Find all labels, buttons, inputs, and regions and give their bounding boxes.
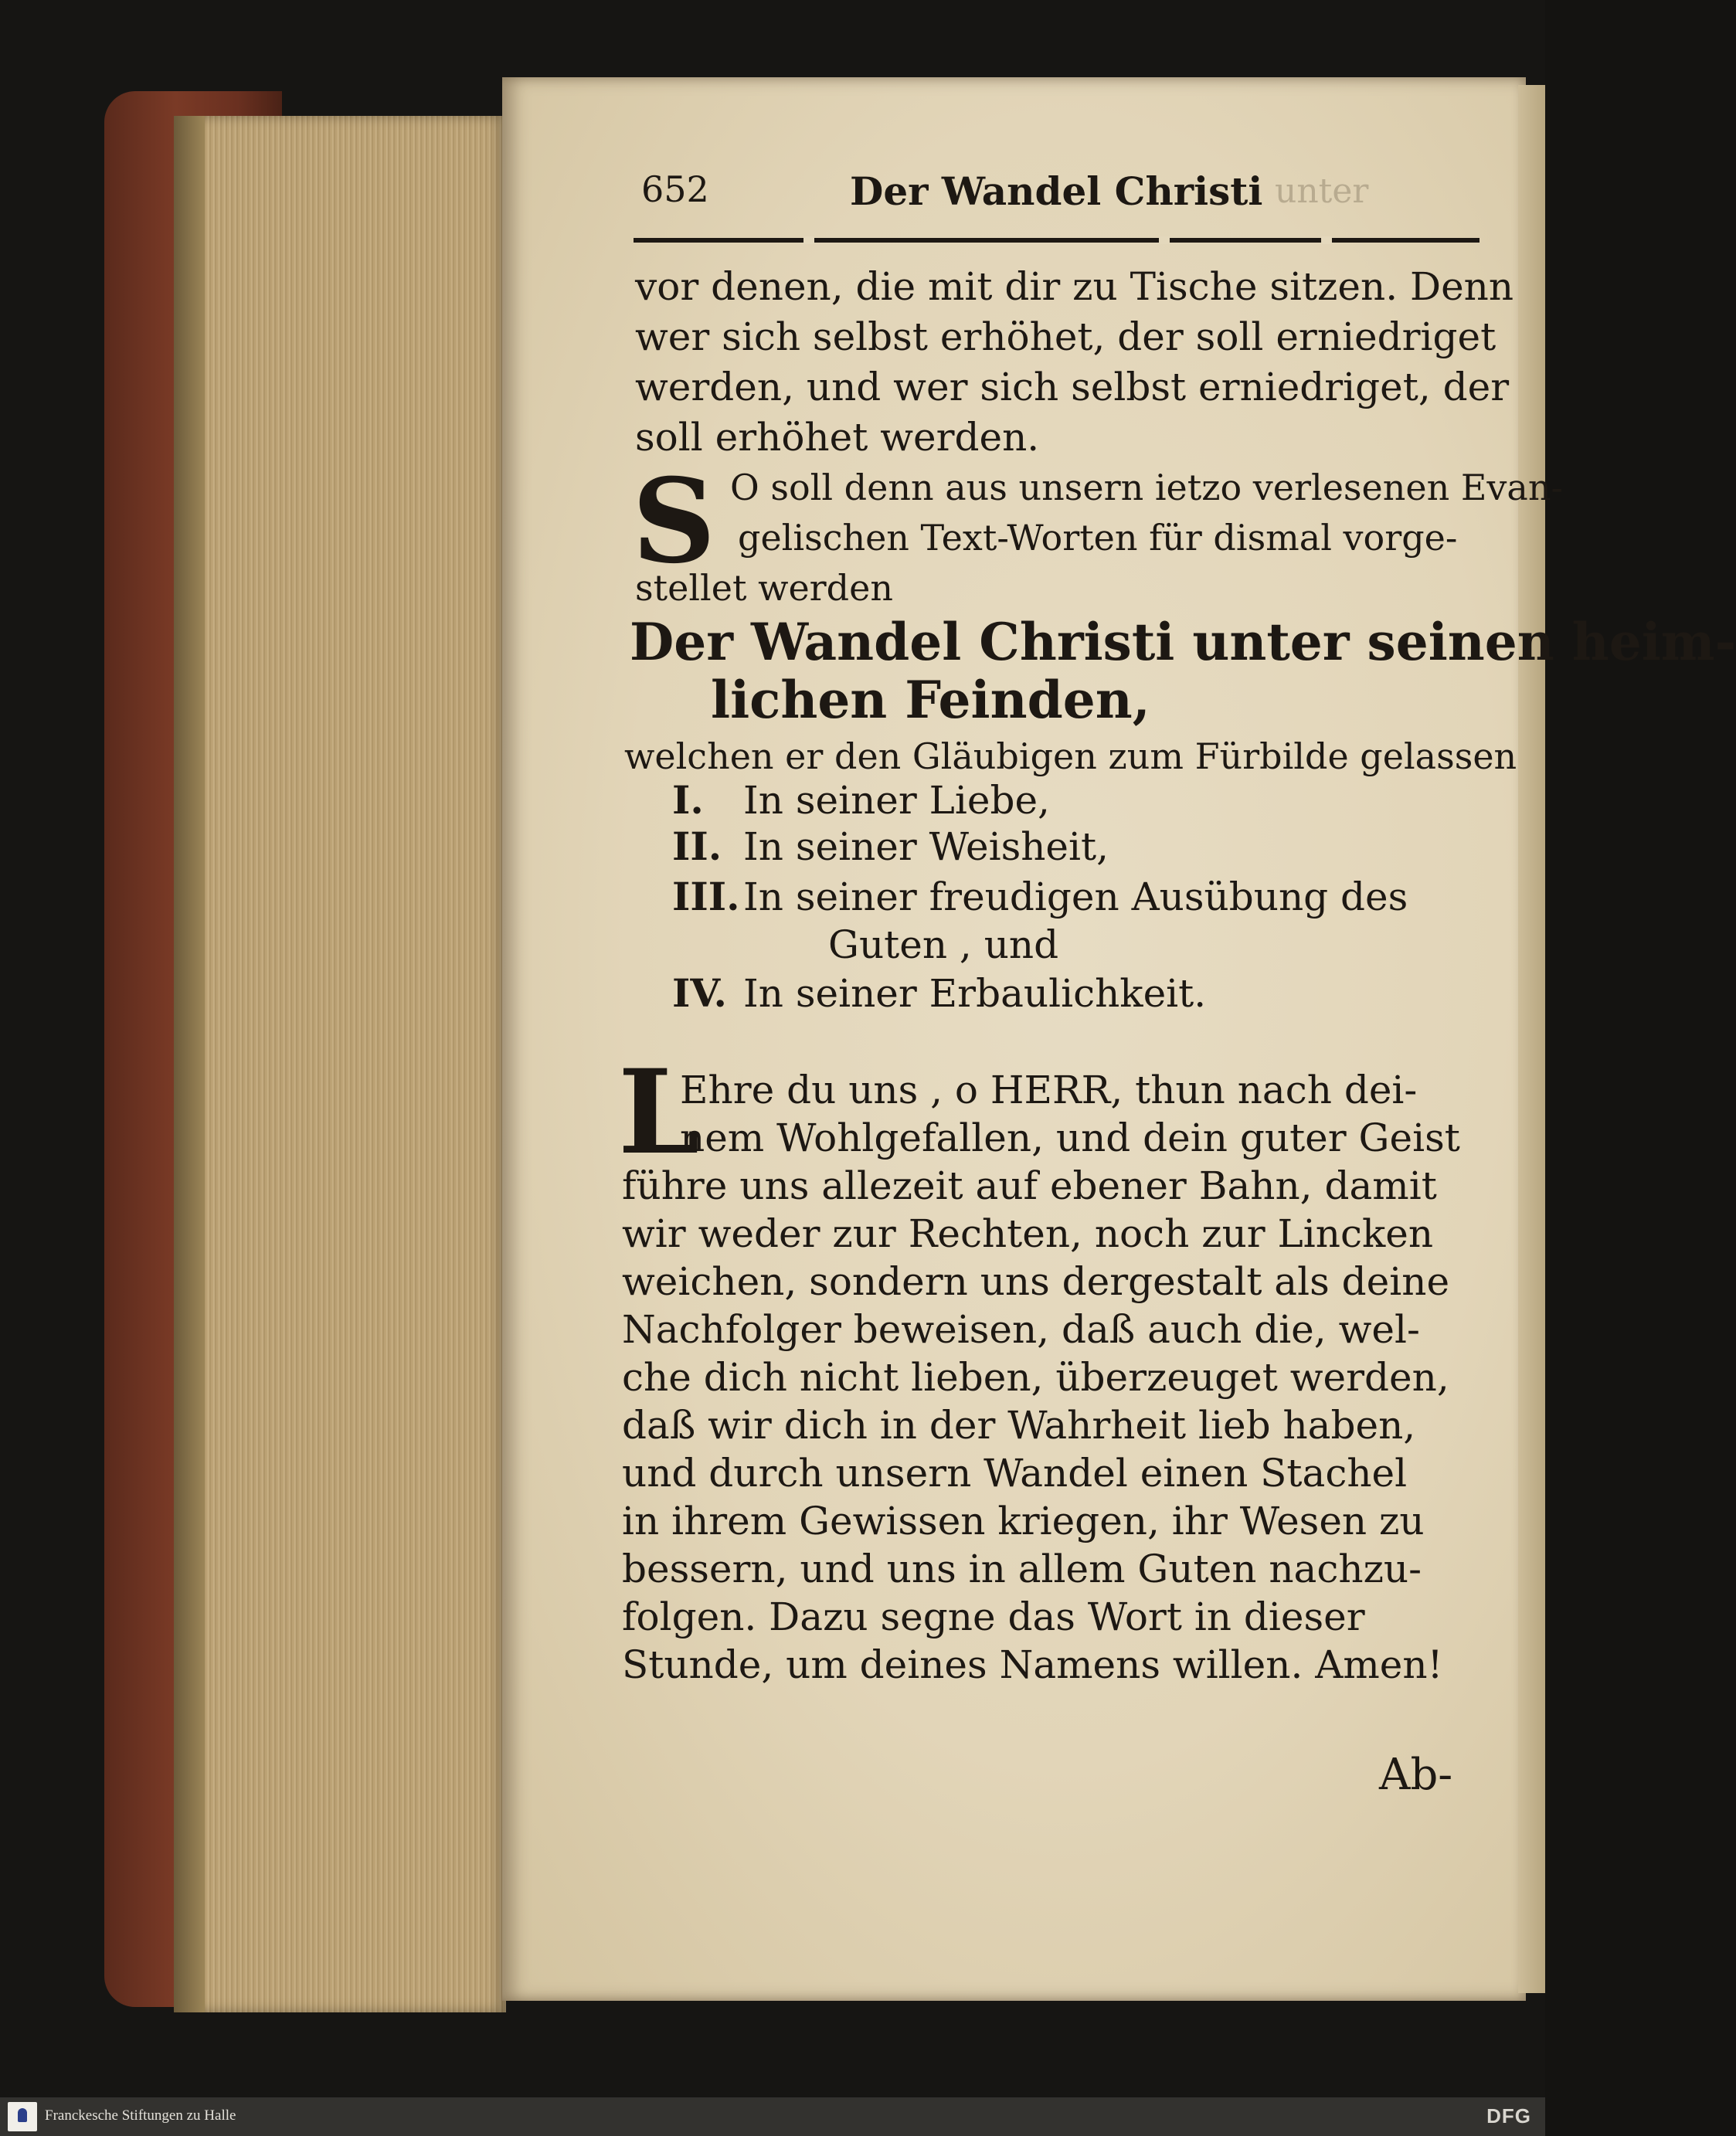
prayer-line: führe uns allezeit auf ebener Bahn, damit <box>622 1163 1437 1208</box>
part-numeral: IV. <box>672 970 727 1016</box>
text-line: stellet werden <box>635 567 893 609</box>
page-right-edge <box>1518 85 1545 1993</box>
dfg-logo: DFG <box>1486 2104 1531 2128</box>
header-rule <box>634 238 1480 243</box>
sermon-part <box>672 970 1206 1017</box>
text-line: werden, und wer sich selbst erniedriget, der <box>635 365 1510 409</box>
text-line: O soll denn aus unsern ietzo verlesenen Evan- <box>730 467 1564 508</box>
rule-gap <box>1159 236 1170 244</box>
theme-subtitle: welchen er den Gläubigen zum Fürbilde gelassen <box>624 735 1517 777</box>
text-line: vor denen, die mit dir zu Tische sitzen. Denn <box>635 264 1514 309</box>
drop-capital: S <box>632 453 716 589</box>
running-title: Der Wandel Christi <box>850 168 1263 214</box>
prayer-line: folgen. Dazu segne das Wort in dieser <box>622 1594 1365 1639</box>
sermon-theme: Der Wandel Christi unter seinen heim- <box>630 612 1736 672</box>
sermon-part-continued <box>828 921 1058 969</box>
prayer-line: und durch unsern Wandel einen Stachel <box>622 1451 1408 1496</box>
page-number: 652 <box>641 168 709 210</box>
drop-capital: L <box>618 1044 700 1180</box>
part-text: In seiner Weisheit, <box>743 824 1109 869</box>
page-block-shadow <box>174 116 205 2012</box>
part-numeral: II. <box>672 823 722 869</box>
sermon-part <box>672 873 1408 921</box>
prayer-line: weichen, sondern uns dergestalt als deine <box>622 1259 1450 1304</box>
rule-gap <box>1321 236 1332 244</box>
sermon-part <box>672 823 1109 871</box>
sermon-theme: lichen Feinden, <box>711 670 1150 730</box>
part-text: Guten , und <box>828 922 1059 967</box>
prayer-line: che dich nicht lieben, überzeuget werden, <box>622 1355 1449 1400</box>
institution-logo-icon <box>8 2102 37 2131</box>
rule-gap <box>803 236 814 244</box>
bleed-through-text: unter <box>1275 171 1369 211</box>
prayer-line: wir weder zur Rechten, noch zur Lincken <box>622 1211 1434 1256</box>
part-text: In seiner Liebe, <box>743 778 1050 823</box>
institution-name: Franckesche Stiftungen zu Halle <box>45 2107 236 2124</box>
text-line: wer sich selbst erhöhet, der soll erniedriget <box>635 314 1496 359</box>
page-block-edge <box>174 116 506 2012</box>
catchword: Ab- <box>1379 1750 1453 1800</box>
prayer-line: Ehre du uns , o HERR, thun nach dei- <box>680 1068 1418 1112</box>
part-text: In seiner Erbaulichkeit. <box>743 971 1207 1016</box>
prayer-line: nem Wohlgefallen, und dein guter Geist <box>680 1116 1460 1160</box>
prayer-line: in ihrem Gewissen kriegen, ihr Wesen zu <box>622 1499 1425 1543</box>
text-line: soll erhöhet werden. <box>635 415 1040 460</box>
prayer-line: daß wir dich in der Wahrheit lieb haben, <box>622 1403 1416 1448</box>
prayer-line: bessern, und uns in allem Guten nachzu- <box>622 1547 1422 1591</box>
prayer-line: Stunde, um deines Namens willen. Amen! <box>622 1642 1443 1687</box>
part-numeral: I. <box>672 777 704 823</box>
text-line: gelischen Text-Worten für dismal vorge- <box>738 517 1458 559</box>
prayer-line: Nachfolger beweisen, daß auch die, wel- <box>622 1307 1420 1352</box>
part-text: In seiner freudigen Ausübung des <box>743 874 1408 919</box>
sermon-part <box>672 776 1050 824</box>
part-numeral: III. <box>672 874 740 919</box>
